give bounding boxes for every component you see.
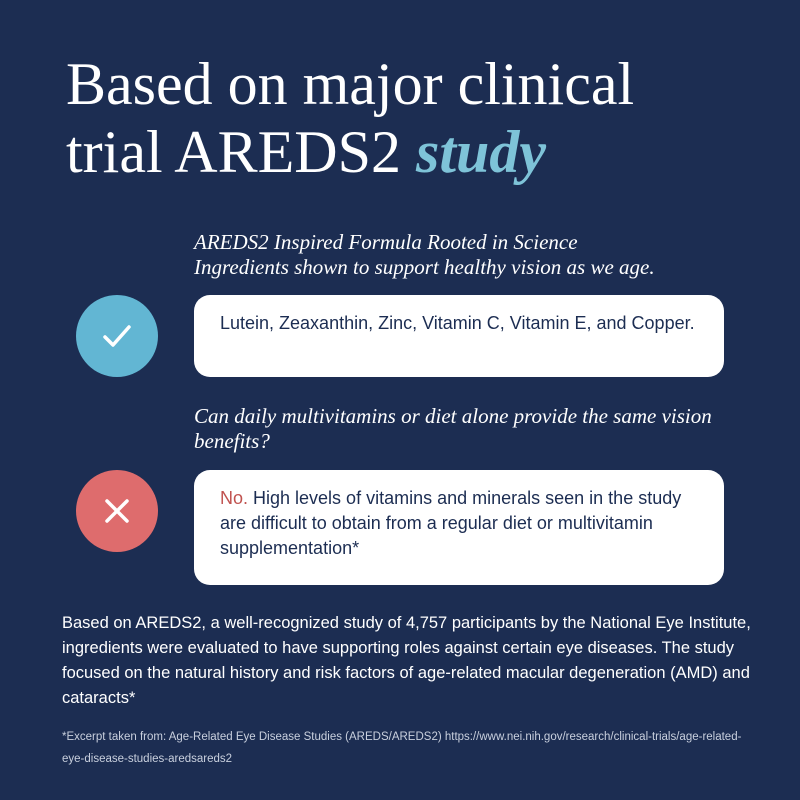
title-line-1: Based on major clinical: [66, 51, 635, 117]
ingredients-card: [194, 295, 724, 377]
check-icon: [76, 295, 158, 377]
answer-text: High levels of vitamins and minerals seen in the study are difficult to obtain from a regular diet or multivitamin supplementation*: [220, 488, 682, 558]
study-description: Based on AREDS2, a well-recognized study of 4,757 participants by the National Eye Institute, ingredients were evaluated to have supporting roles against certain eye diseases. The study focused on the natural history and risk factors of age-related macular degeneration (AMD) and cataracts*: [62, 614, 751, 707]
page-title: [66, 50, 766, 186]
x-icon: [76, 470, 158, 552]
section2-question: Can daily multivitamins or diet alone provide the same vision benefits?: [194, 404, 712, 453]
answer-lead: No.: [220, 488, 249, 508]
ingredients-text: Lutein, Zeaxanthin, Zinc, Vitamin C, Vitamin E, and Copper.: [220, 313, 695, 333]
title-accent-word: study: [416, 119, 547, 185]
footnote: *Excerpt taken from: Age-Related Eye Disease Studies (AREDS/AREDS2) https://www.nei.nih.gov/research/clinical-trials/age-related-eye-disease-studies-aredsareds2: [62, 731, 742, 765]
section1-heading-line2: Ingredients shown to support healthy vision as we age.: [194, 255, 655, 279]
title-line-2: trial AREDS2: [66, 119, 417, 185]
answer-card: [194, 470, 724, 585]
section1-heading-line1: AREDS2 Inspired Formula Rooted in Science: [194, 230, 578, 254]
section1-heading: [194, 230, 754, 280]
